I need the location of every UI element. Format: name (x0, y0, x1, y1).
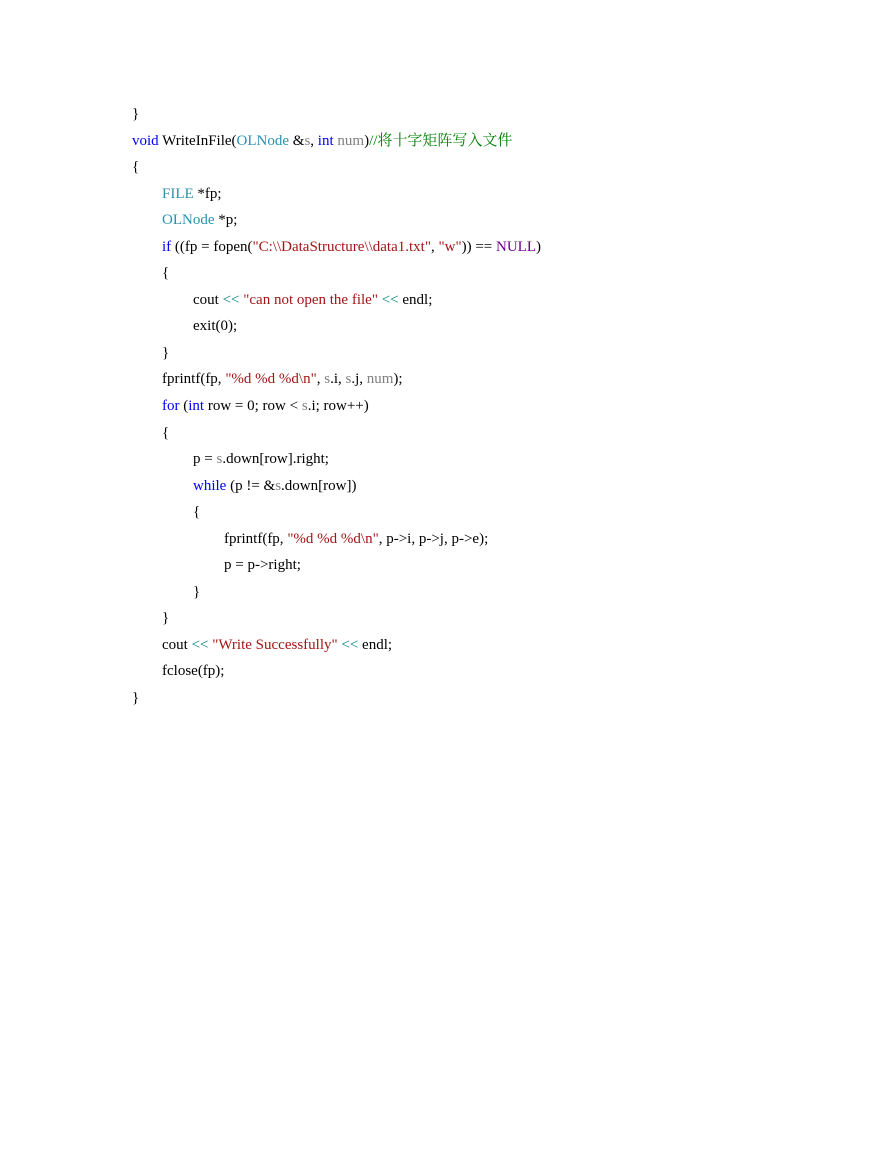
parameter-token: num (337, 132, 365, 149)
code-line (132, 632, 832, 659)
operator-token: << (191, 636, 209, 653)
parameter-token: s (301, 398, 308, 415)
code-text: } (193, 583, 201, 600)
code-text: { (132, 159, 140, 176)
code-text: ( (179, 398, 189, 415)
code-text: (p != & (226, 477, 276, 494)
code-line (132, 128, 832, 155)
keyword-token: if (162, 238, 172, 255)
code-text: , (316, 371, 325, 388)
code-text: .i, (330, 371, 346, 388)
keyword-token: void (132, 132, 159, 149)
code-text: cout (193, 291, 223, 308)
code-text: fprintf(fp, (224, 530, 288, 547)
code-line (132, 446, 832, 473)
code-text: .i; row++) (307, 398, 369, 415)
code-line (132, 658, 832, 685)
string-token: "w" (438, 238, 462, 255)
code-line (132, 499, 832, 526)
code-line (132, 393, 832, 420)
code-line (132, 366, 832, 393)
code-line (132, 605, 832, 632)
code-line (132, 260, 832, 287)
code-text: , (430, 238, 439, 255)
keyword-token: int (188, 398, 205, 415)
code-text: row = 0; row < (204, 398, 302, 415)
code-line (132, 552, 832, 579)
code-line (132, 313, 832, 340)
code-line (132, 473, 832, 500)
type-token: FILE (162, 185, 194, 202)
operator-token: << (222, 291, 240, 308)
type-token: OLNode (162, 212, 215, 229)
code-text: endl; (398, 291, 433, 308)
code-text: ((fp = fopen( (171, 238, 253, 255)
code-text: { (193, 504, 201, 521)
string-token: "C:\\DataStructure\\data1.txt" (252, 238, 431, 255)
string-token: "can not open the file" (243, 291, 378, 308)
code-text: WriteInFile( (158, 132, 237, 149)
code-line (132, 154, 832, 181)
string-token: "Write Successfully" (212, 636, 338, 653)
code-text: ) (536, 238, 541, 255)
code-line (132, 340, 832, 367)
type-token: OLNode (236, 132, 290, 149)
code-text: *p; (214, 212, 238, 229)
string-token: "%d %d %d\n" (287, 530, 379, 547)
code-line (132, 420, 832, 447)
code-line (132, 234, 832, 261)
code-text: , p->i, p->j, p->e); (378, 530, 489, 547)
code-text: p = (193, 451, 217, 468)
code-text: { (162, 265, 170, 282)
code-text: fprintf(fp, (162, 371, 226, 388)
code-line (132, 579, 832, 606)
string-token: "%d %d %d\n" (225, 371, 317, 388)
parameter-token: s (304, 132, 311, 149)
code-text: & (289, 132, 305, 149)
code-text: } (132, 690, 140, 707)
code-text: ); (393, 371, 403, 388)
code-text: } (162, 344, 170, 361)
code-line (132, 101, 832, 128)
code-listing (132, 101, 832, 712)
code-text: exit(0); (193, 318, 238, 335)
parameter-token: s (275, 477, 282, 494)
code-text: cout (162, 636, 192, 653)
code-line (132, 181, 832, 208)
code-line (132, 526, 832, 553)
code-text: endl; (358, 636, 393, 653)
code-text: .down[row]) (281, 477, 357, 494)
code-text: } (132, 106, 140, 122)
code-text: } (162, 610, 170, 627)
keyword-token: while (193, 477, 227, 494)
code-text: ) (364, 132, 370, 149)
keyword-token: int (317, 132, 334, 149)
code-text: )) == (461, 238, 496, 255)
parameter-token: s (345, 371, 352, 388)
code-text: , (310, 132, 318, 149)
operator-token: << (341, 636, 359, 653)
parameter-token: num (366, 371, 394, 388)
parameter-token: s (216, 451, 223, 468)
code-line (132, 287, 832, 314)
keyword-token: for (162, 398, 180, 415)
code-text: .down[row].right; (222, 451, 329, 468)
code-text: { (162, 424, 170, 441)
code-text: fclose(fp); (162, 663, 225, 680)
parameter-token: s (324, 371, 331, 388)
operator-token: << (381, 291, 399, 308)
code-text: .j, (351, 371, 367, 388)
comment-token: //将十字矩阵写入文件 (369, 132, 513, 149)
code-text: *fp; (193, 185, 222, 202)
macro-token: NULL (496, 238, 536, 255)
code-line (132, 685, 832, 712)
code-text: p = p->right; (224, 557, 301, 574)
code-line (132, 207, 832, 234)
